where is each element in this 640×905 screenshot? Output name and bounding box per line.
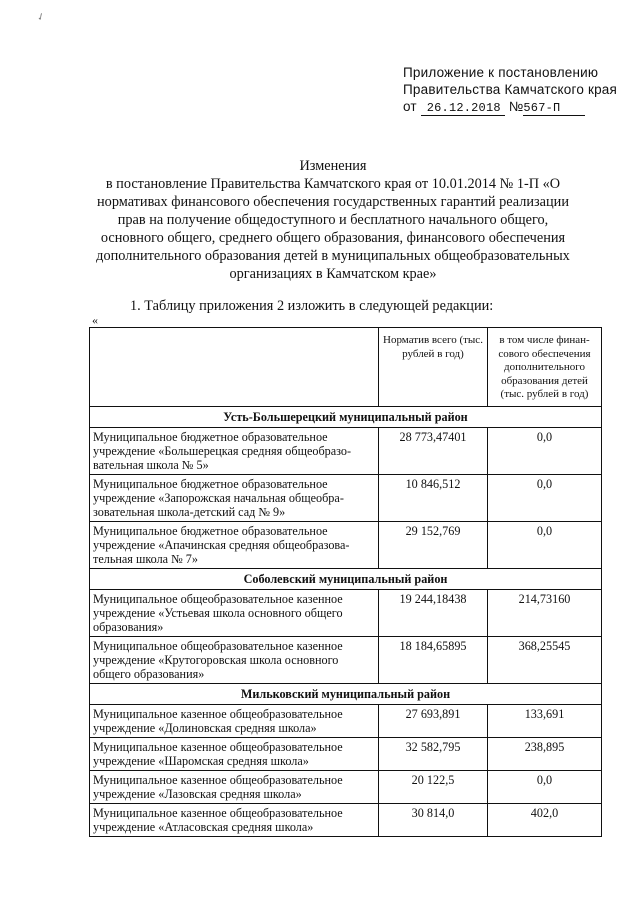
- table-row: [90, 522, 602, 569]
- appendix-header: [403, 64, 617, 116]
- district-row: [90, 407, 602, 428]
- appendix-line-2: Правительства Камчатского края: [403, 82, 618, 97]
- cell-total: 18 184,65895: [379, 637, 488, 684]
- cell-extra: 0,0: [488, 771, 602, 804]
- cell-name: Муниципальное общеобразовательное казенное учреждение «Крутогоровская школа основного общего образования»: [90, 637, 379, 684]
- cell-extra: 133,691: [488, 705, 602, 738]
- norms-table: [89, 327, 602, 837]
- cell-total: 30 814,0: [379, 804, 488, 837]
- cell-name: Муниципальное бюджетное образовательное учреждение «Запорожская начальная общеобра-зовательная школа-детский сад № 9»: [90, 475, 379, 522]
- header-total-cell: Норматив всего (тыс. рублей в год): [379, 328, 488, 407]
- district-row: [90, 569, 602, 590]
- table-row: [90, 705, 602, 738]
- cell-total: 27 693,891: [379, 705, 488, 738]
- appendix-number: 567-П: [523, 102, 585, 116]
- corner-checkmark: ✓: [35, 10, 48, 25]
- appendix-date: 26.12.2018: [421, 102, 505, 116]
- cell-extra: 402,0: [488, 804, 602, 837]
- cell-total: 29 152,769: [379, 522, 488, 569]
- header-extra-cell: в том числе финан-сового обеспечения дополнительного образования детей (тыс. рублей в год): [488, 328, 602, 407]
- cell-total: 20 122,5: [379, 771, 488, 804]
- table-row: [90, 738, 602, 771]
- cell-total: 10 846,512: [379, 475, 488, 522]
- table-row: [90, 804, 602, 837]
- cell-total: 19 244,18438: [379, 590, 488, 637]
- table-row: [90, 428, 602, 475]
- cell-name: Муниципальное казенное общеобразовательное учреждение «Атласовская средняя школа»: [90, 804, 379, 837]
- table-row: [90, 590, 602, 637]
- document-title: [90, 157, 576, 283]
- cell-name: Муниципальное бюджетное образовательное учреждение «Большерецкая средняя общеобразо-вательная школа № 5»: [90, 428, 379, 475]
- cell-name: Муниципальное бюджетное образовательное учреждение «Апачинская средняя общеобразова-тельная школа № 7»: [90, 522, 379, 569]
- district-name: Усть-Большерецкий муниципальный район: [90, 407, 602, 428]
- cell-name: Муниципальное казенное общеобразовательное учреждение «Долиновская средняя школа»: [90, 705, 379, 738]
- cell-total: 28 773,47401: [379, 428, 488, 475]
- cell-extra: 214,73160: [488, 590, 602, 637]
- district-name: Мильковский муниципальный район: [90, 684, 602, 705]
- title-body: в постановление Правительства Камчатского края от 10.01.2014 № 1-П «О нормативах финансового обеспечения государственных гарантий реализации прав на получение общедоступного и бесплатного начального общего, основного общего, среднего общего образования, финансового обеспечения дополнительного образования детей в муниципальных общеобразовательных организациях в Камчатском крае»: [96, 176, 570, 282]
- table-row: [90, 637, 602, 684]
- cell-extra: 238,895: [488, 738, 602, 771]
- appendix-line-1: Приложение к постановлению: [403, 65, 599, 80]
- cell-extra: 0,0: [488, 428, 602, 475]
- district-name: Соболевский муниципальный район: [90, 569, 602, 590]
- table-row: [90, 771, 602, 804]
- cell-extra: 0,0: [488, 522, 602, 569]
- cell-name: Муниципальное казенное общеобразовательное учреждение «Лазовская средняя школа»: [90, 771, 379, 804]
- cell-name: Муниципальное казенное общеобразовательное учреждение «Шаромская средняя школа»: [90, 738, 379, 771]
- appendix-date-prefix: от: [403, 99, 417, 114]
- open-quote: «: [92, 313, 98, 327]
- cell-name: Муниципальное общеобразовательное казенное учреждение «Устьевая школа основного общего образования»: [90, 590, 379, 637]
- item-1-instruction: 1. Таблицу приложения 2 изложить в следующей редакции:: [130, 298, 494, 314]
- header-name-cell: [90, 328, 379, 407]
- title-heading: Изменения: [299, 158, 367, 174]
- cell-total: 32 582,795: [379, 738, 488, 771]
- cell-extra: 0,0: [488, 475, 602, 522]
- table-row: [90, 475, 602, 522]
- cell-extra: 368,25545: [488, 637, 602, 684]
- appendix-line-3: [403, 98, 617, 116]
- district-row: [90, 684, 602, 705]
- table-header-row: [90, 328, 602, 407]
- appendix-number-prefix: №: [508, 99, 524, 114]
